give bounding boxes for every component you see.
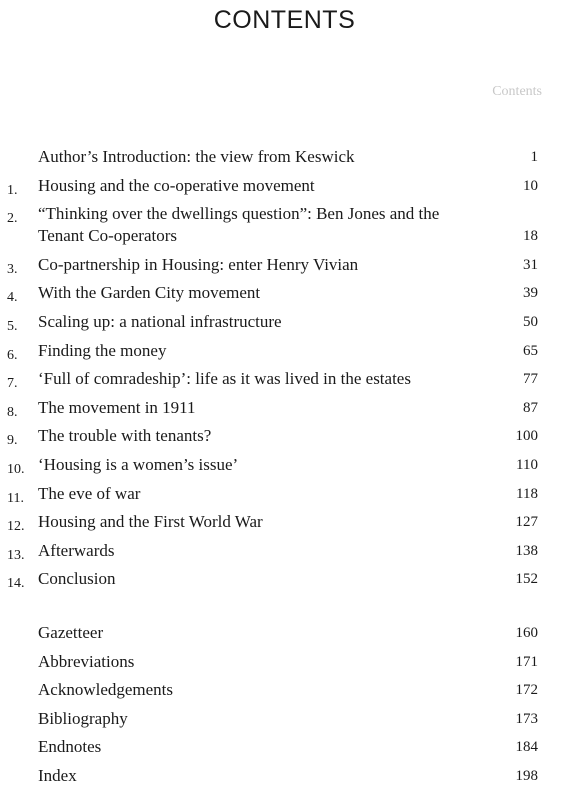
toc-entry-title: With the Garden City movement [38, 283, 261, 303]
toc-entry-page: 65 [523, 342, 538, 359]
toc-entry-number: 3. [7, 261, 18, 277]
toc-entry-page: 118 [516, 485, 538, 502]
toc-entry-title: Abbreviations [38, 651, 135, 671]
toc-entry-page: 173 [515, 710, 538, 727]
toc-entry-page: 77 [523, 371, 538, 388]
toc-entry-page: 50 [523, 313, 538, 330]
toc-entry-chapter-11[interactable] [0, 483, 569, 505]
toc-entry-title: The movement in 1911 [38, 397, 196, 417]
toc-entry-page: 110 [516, 456, 538, 473]
toc-entry-title: Housing and the First World War [38, 512, 263, 532]
running-head: Contents [492, 84, 542, 99]
toc-entry-title: Finding the money [38, 340, 167, 360]
toc-entry-page: 18 [523, 228, 538, 245]
toc-entry-gazetteer[interactable] [0, 622, 569, 644]
toc-entry-title: ‘Full of comradeship’: life as it was lived in the estates [38, 369, 411, 389]
toc-entry-number: 10. [7, 461, 25, 477]
toc-entry-page: 184 [515, 739, 538, 756]
toc-entry-number: 1. [7, 182, 18, 198]
toc-entry-title: Conclusion [38, 569, 116, 589]
toc-entry-page: 87 [523, 399, 538, 416]
toc-entry-number: 2. [7, 211, 18, 227]
toc-entry-page: 100 [515, 428, 538, 445]
toc-entry-chapter-9[interactable] [0, 425, 569, 447]
toc-entry-title: Endnotes [38, 737, 102, 757]
toc-entry-page: 138 [515, 542, 538, 559]
toc-entry-number: 11. [7, 490, 24, 506]
toc-entry-chapter-6[interactable] [0, 340, 569, 362]
toc-entry-page: 198 [515, 767, 538, 784]
toc-entry-endnotes[interactable] [0, 736, 569, 758]
toc-entry-number: 8. [7, 404, 18, 420]
toc-entry-title: Scaling up: a national infrastructure [38, 311, 282, 331]
section-spacer [0, 597, 569, 622]
toc-entry-title: ‘Housing is a women’s issue’ [38, 454, 239, 474]
toc-entry-title: Housing and the co-operative movement [38, 175, 315, 195]
toc-entry-index[interactable] [0, 765, 569, 787]
toc-entry-number: 12. [7, 519, 25, 535]
toc-entry-title: Index [38, 765, 77, 785]
toc-entry-page: 172 [515, 682, 538, 699]
toc-entry-title: Bibliography [38, 708, 128, 728]
toc-entry-title: Gazetteer [38, 622, 104, 642]
toc-entry-chapter-10[interactable] [0, 454, 569, 476]
toc-entry-title: Author’s Introduction: the view from Keswick [38, 147, 355, 166]
toc-entry-title: Acknowledgements [38, 680, 174, 700]
toc-entry-introduction[interactable] [0, 146, 569, 168]
toc-entry-title: The eve of war [38, 483, 141, 503]
toc-entry-number: 7. [7, 376, 18, 392]
toc-entry-chapter-12[interactable] [0, 511, 569, 533]
toc-entry-page: 127 [515, 514, 538, 531]
toc-entry-page: 10 [523, 177, 538, 194]
toc-entry-page: 39 [523, 285, 538, 302]
toc-entry-chapter-14[interactable] [0, 568, 569, 590]
toc-entry-number: 4. [7, 290, 18, 306]
toc-entry-number: 14. [7, 576, 25, 592]
toc-entry-abbreviations[interactable] [0, 651, 569, 673]
toc-entry-chapter-5[interactable] [0, 311, 569, 333]
toc-entry-chapter-4[interactable] [0, 282, 569, 304]
toc-entry-title: Co-partnership in Housing: enter Henry Vivian [38, 254, 359, 274]
toc-entry-title: “Thinking over the dwellings question”: Ben Jones and the Tenant Co-operators [38, 204, 440, 246]
toc-entry-chapter-2[interactable] [0, 203, 569, 247]
toc-entry-page: 152 [515, 571, 538, 588]
toc-entry-chapter-8[interactable] [0, 397, 569, 419]
toc-entry-number: 9. [7, 433, 18, 449]
toc-entry-chapter-3[interactable] [0, 254, 569, 276]
toc-entry-acknowledgements[interactable] [0, 679, 569, 701]
toc-entry-chapter-13[interactable] [0, 540, 569, 562]
toc-entry-number: 6. [7, 347, 18, 363]
toc-entry-page: 160 [515, 624, 538, 641]
toc-entry-number: 5. [7, 318, 18, 334]
toc-entry-number: 13. [7, 547, 25, 563]
toc-entry-page: 171 [515, 653, 538, 670]
toc-entry-page: 1 [530, 149, 538, 165]
toc-entry-title: The trouble with tenants? [38, 426, 212, 446]
toc-entry-page: 31 [523, 256, 538, 273]
toc-entry-chapter-1[interactable] [0, 175, 569, 197]
toc-entry-chapter-7[interactable] [0, 368, 569, 390]
toc-entry-title: Afterwards [38, 540, 115, 560]
toc-entry-bibliography[interactable] [0, 708, 569, 730]
table-of-contents [0, 146, 569, 793]
page-title: CONTENTS [213, 6, 356, 34]
